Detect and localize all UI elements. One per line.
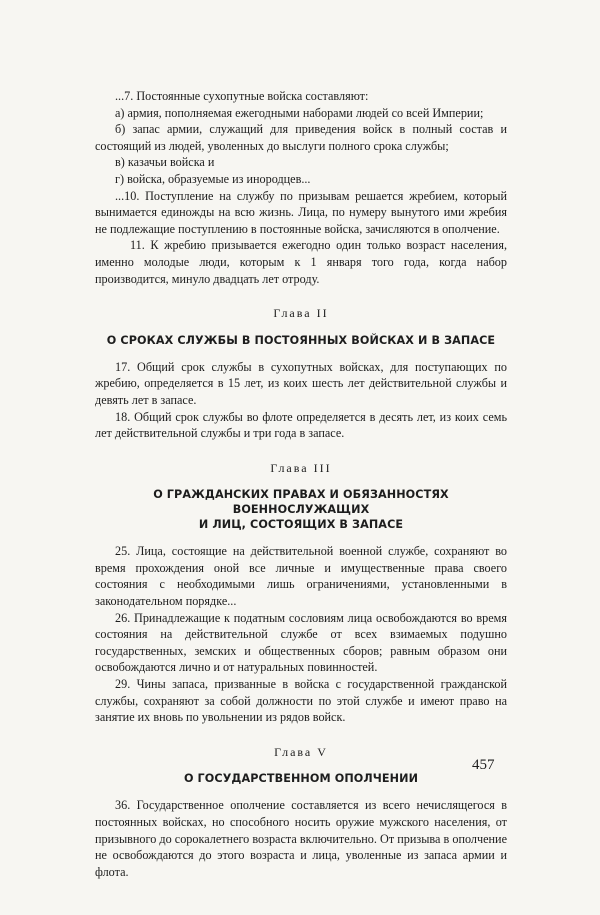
article-36: 36. Государственное ополчение составляется из всего нечислящегося в постоянных войсках, но способного носить оружие мужского населения, от призывного до сорокалетнего возраста включительно. От призыва в ополчение не освобождаются до этого возраста и лица, уволенные из запаса армии и флота. <box>95 798 507 879</box>
chapter-3-title-line-1: О ГРАЖДАНСКИХ ПРАВАХ И ОБЯЗАННОСТЯХ ВОЕННОСЛУЖАЩИХ <box>153 488 449 517</box>
chapter-3-title-line-2: И ЛИЦ, СОСТОЯЩИХ В ЗАПАСЕ <box>198 518 404 532</box>
article-11: 11. К жребию призывается ежегодно один только возраст населения, именно молодые люди, которым к 1 января того года, когда набор производится, минуло двадцать лет отроду. <box>95 238 507 286</box>
article-10: ...10. Поступление на службу по призывам решается жребием, который вынимается единожды на всю жизнь. Лица, по нумеру вынутого ими жребия не подлежащие поступлению в постоянные войска, зачисляются в ополчение. <box>95 188 507 236</box>
page-number: 457 <box>472 757 495 773</box>
chapter-2-title: О СРОКАХ СЛУЖБЫ В ПОСТОЯННЫХ ВОЙСКАХ И В ЗАПАСЕ <box>106 333 496 347</box>
article-18: 18. Общий срок службы во флоте определяется в десять лет, из коих семь лет действительной службы и три года в запасе. <box>95 409 507 441</box>
article-7-item-d: г) войска, образуемые из инородцев... <box>115 171 311 186</box>
chapter-3-label: Глава III <box>270 460 332 475</box>
article-17: 17. Общий срок службы в сухопутных войсках, для поступающих по жребию, определяется в 15 лет, из коих шесть лет действительной службы и девять лет в запасе. <box>95 359 507 407</box>
article-25: 25. Лица, состоящие на действительной военной службе, сохраняют во время прохождения оной все личные и имущественные права своего состояния с необходимыми лишь ограничениями, установленными в законодательном порядке... <box>95 544 507 609</box>
chapter-5-title: О ГОСУДАРСТВЕННОМ ОПОЛЧЕНИИ <box>183 772 419 786</box>
article-7-item-c: в) казачьи войска и <box>115 155 215 170</box>
chapter-2-label: Глава II <box>273 306 329 321</box>
article-7: ...7. Постоянные сухопутные войска составляют: <box>115 89 369 103</box>
chapter-5-label: Глава V <box>274 744 328 759</box>
chapter-3-title <box>95 487 507 532</box>
document-page <box>95 88 507 880</box>
article-26: 26. Принадлежащие к податным сословиям лица освобождаются во время состояния на действительной службе от всех взимаемых подушно государственных, земских и общественных сборов; равным образом они освобождаются лично и от натуральных повинностей. <box>95 610 507 675</box>
article-29: 29. Чины запаса, призванные в войска с государственной гражданской службы, сохраняют за собой должности по этой службе и имеют право на занятие их вновь по увольнении из рядов войск. <box>95 677 507 725</box>
article-7-item-a: а) армия, пополняемая ежегодными наборами людей со всей Империи; <box>115 105 484 120</box>
article-7-item-b: б) запас армии, служащий для приведения войск в полный состав и состоящий из людей, уволенных до выслуги полного срока службы; <box>95 122 507 153</box>
